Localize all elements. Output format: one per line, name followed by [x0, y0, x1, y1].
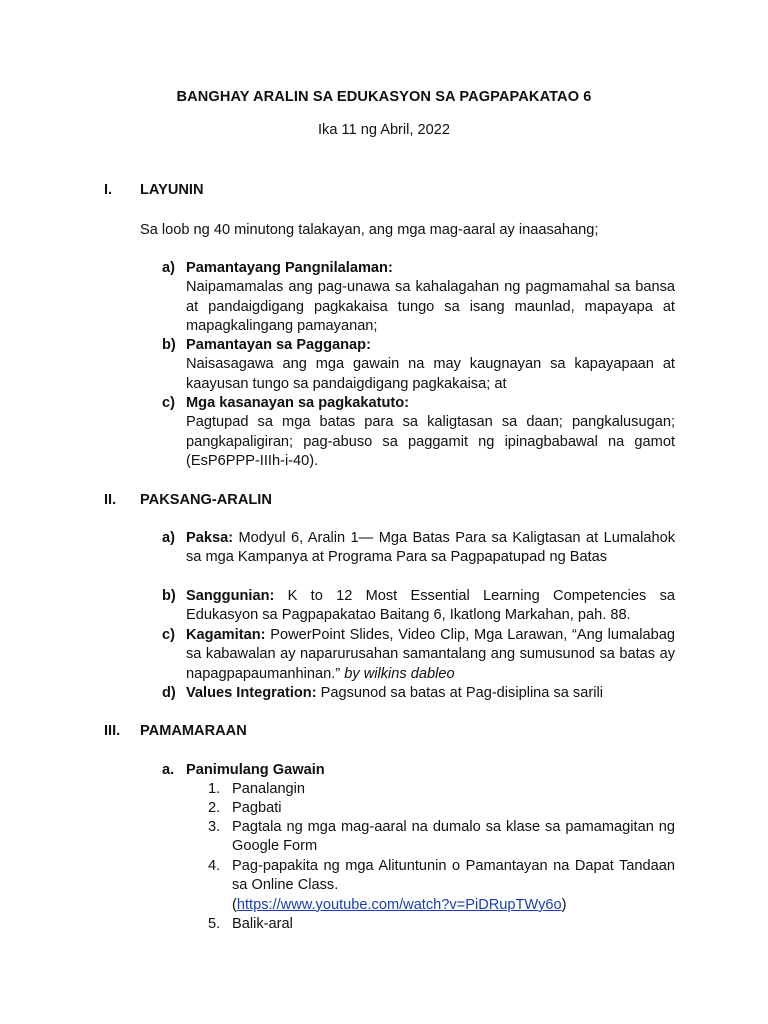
step-item	[208, 857, 675, 915]
list-item	[162, 336, 675, 394]
subsection-panimulang-gawain	[162, 761, 675, 780]
list-marker: c)	[162, 395, 175, 411]
item-text: Pagtupad sa mga batas para sa kaligtasan sa daan; pangkalusugan; pangkapaligiran; pag-abuso sa paggamit ng ipinagbabawal na gamot (EsP6PPP-IIIh-i-40).	[186, 414, 675, 470]
list-marker: a)	[162, 260, 175, 276]
section-heading-layunin	[104, 181, 204, 200]
step-number: 1.	[208, 781, 221, 797]
section-title: PAMAMARAAN	[140, 723, 247, 739]
section-heading-paksang-aralin	[104, 491, 272, 510]
item-text: Pagsunod sa batas at Pag-disiplina sa sarili	[320, 685, 603, 701]
step-text: Pagbati	[232, 800, 282, 816]
list-item	[162, 259, 675, 337]
step-text: Pagtala ng mga mag-aaral na dumalo sa klase sa pamamagitan ng Google Form	[232, 819, 675, 855]
link-paren-close: )	[561, 896, 567, 913]
item-text: Naisasagawa ang mga gawain na may kaugnayan sa kapayapaan at kaayusan tungo sa pandaigdigang pagkakaisa; at	[186, 356, 675, 392]
section-heading-pamamaraan	[104, 722, 247, 741]
list-marker: a)	[162, 530, 175, 546]
list-item	[162, 529, 675, 568]
subsection-label: Panimulang Gawain	[186, 762, 325, 778]
list-item	[162, 626, 675, 684]
document-date: Ika 11 ng Abril, 2022	[318, 122, 450, 138]
section-title: PAKSANG-ARALIN	[140, 492, 272, 508]
step-number: 5.	[208, 916, 221, 932]
list-marker: d)	[162, 685, 176, 701]
list-marker: a.	[162, 762, 175, 778]
list-item	[162, 394, 675, 472]
layunin-intro: Sa loob ng 40 minutong talakayan, ang mga mag-aaral ay inaasahang;	[140, 222, 599, 238]
section-title: LAYUNIN	[140, 182, 204, 198]
item-label: Sanggunian:	[186, 588, 275, 604]
item-label: Values Integration:	[186, 685, 317, 701]
step-item	[208, 818, 675, 857]
item-label: Pamantayang Pangnilalaman:	[186, 260, 393, 276]
step-number: 3.	[208, 819, 221, 835]
step-text: Pag-papakita ng mga Alituntunin o Pamantayan na Dapat Tandaan sa Online Class.	[232, 858, 675, 894]
item-label: Pamantayan sa Pagganap:	[186, 337, 371, 353]
list-item	[162, 587, 675, 626]
item-label: Mga kasanayan sa pagkakatuto:	[186, 395, 410, 411]
quote-attribution: by wilkins dableo	[344, 665, 455, 682]
item-label: Kagamitan:	[186, 627, 266, 643]
section-number: III.	[104, 723, 121, 739]
step-number: 4.	[208, 858, 221, 874]
step-item	[208, 915, 675, 934]
document-title: BANGHAY ARALIN SA EDUKASYON SA PAGPAPAKATAO 6	[176, 89, 592, 105]
step-item	[208, 780, 675, 799]
list-item	[162, 684, 675, 703]
section-number: I.	[104, 182, 113, 198]
list-marker: b)	[162, 337, 176, 353]
list-marker: b)	[162, 588, 176, 604]
list-marker: c)	[162, 627, 175, 643]
item-text: Modyul 6, Aralin 1— Mga Batas Para sa Kaligtasan at Lumalahok sa mga Kampanya at Programa Para sa Pagpapatupad ng Batas	[186, 530, 675, 566]
step-item	[208, 799, 675, 818]
item-text: K to 12 Most Essential Learning Competencies sa Edukasyon sa Pagpapakatao Baitang 6, Ikatlong Markahan, pah. 88.	[186, 588, 676, 624]
item-text: Naipamamalas ang pag-unawa sa kahalagahan ng pagmamahal sa bansa at pandaigdigang pagkakaisa tungo sa isang maunlad, mapayapa at mapagkalingang pamayanan;	[186, 279, 675, 335]
link-paren-open: (	[232, 896, 237, 913]
step-text: Panalangin	[232, 781, 306, 797]
step-number: 2.	[208, 800, 221, 816]
item-text: PowerPoint Slides, Video Clip, Mga Larawan, “Ang lumalabag sa kabawalan ay naparurusahan samantalang ang sumusunod sa batas ay napagpapaumanhinan.”	[186, 627, 675, 682]
step-text: Balik-aral	[232, 916, 293, 932]
item-label: Paksa:	[186, 530, 234, 546]
youtube-link[interactable]: https://www.youtube.com/watch?v=PiDRupTWy6o	[236, 896, 562, 913]
section-number: II.	[104, 492, 117, 508]
